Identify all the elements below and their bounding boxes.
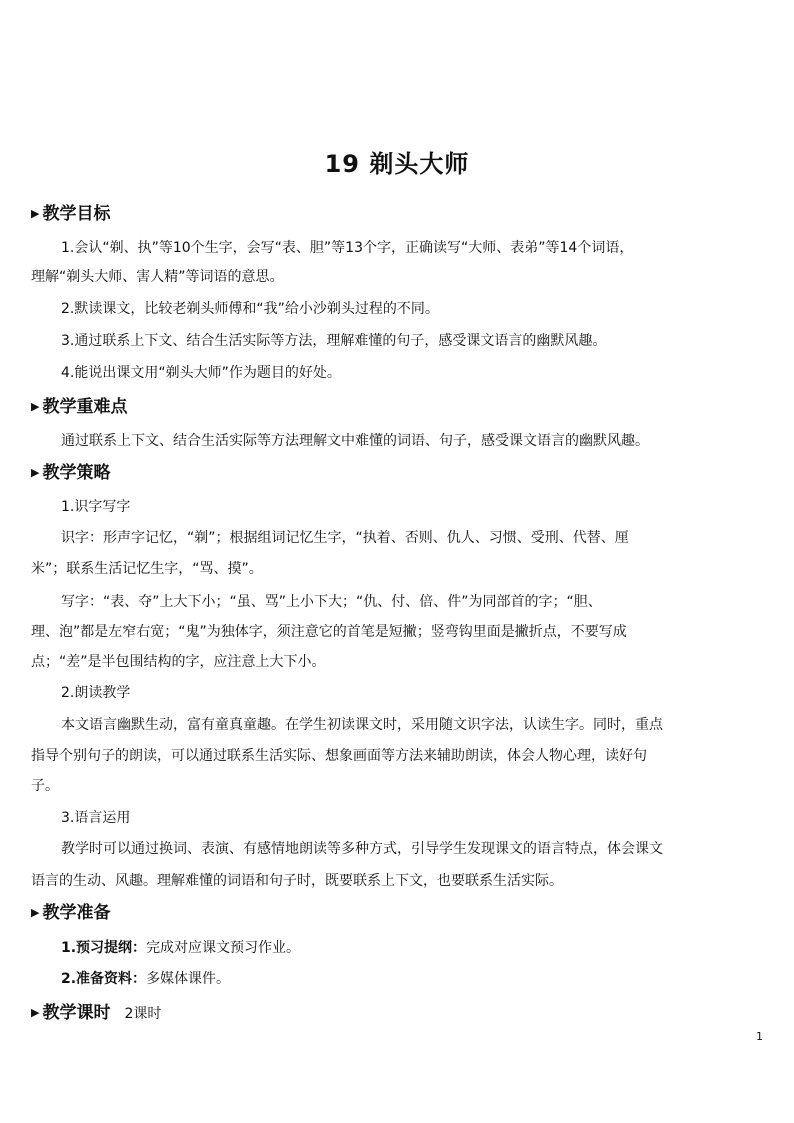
key-points-text: 通过联系上下文、结合生活实际等方法理解文中难懂的词语、句子，感受课文语言的幽默风趣。 (61, 433, 649, 449)
triangle-bullet-icon: ▶ (31, 906, 40, 919)
objective-line-3: 3.通过联系上下文、结合生活实际等方法，理解难懂的句子，感受课文语言的幽默风趣。 (61, 333, 607, 349)
section-key-points-heading: ▶ 教学重难点 (31, 397, 128, 417)
section-preparation-heading: ▶ 教学准备 (31, 903, 111, 923)
objective-line-2: 2.默读课文，比较老剃头师傅和“我”给小沙剃头过程的不同。 (61, 301, 439, 317)
objective-line-1-cont: 理解“剃头大师、害人精”等词语的意思。 (31, 269, 284, 285)
periods-value: 2课时 (124, 1006, 162, 1022)
section-periods-heading: ▶ 教学课时 2课时 (31, 1003, 162, 1023)
lesson-title: 19 剃头大师 (324, 150, 470, 178)
strategy-sub2-line: 子。 (31, 778, 59, 794)
strategy-sub2-line: 本文语言幽默生动，富有童真童趣。在学生初读课文时，采用随文识字法，认读生字。同时，重点 (61, 717, 663, 733)
preparation-item-1 (61, 938, 300, 958)
triangle-bullet-icon: ▶ (31, 466, 40, 479)
strategy-sub3-title: 3.语言运用 (61, 810, 131, 826)
triangle-bullet-icon: ▶ (31, 400, 40, 413)
strategy-sub1-line: 写字：“表、夺”上大下小；“虽、骂”上小下大；“仇、付、倍、件”为同部首的字；“胆、 (61, 594, 602, 610)
preparation-item-1-label: 1.预习提纲： (61, 940, 147, 956)
objective-line-4: 4.能说出课文用“剃头大师”作为题目的好处。 (61, 365, 341, 381)
strategy-sub2-line: 指导个别句子的朗读，可以通过联系生活实际、想象画面等方法来辅助朗读，体会人物心理，读好句 (31, 748, 647, 764)
page-number: 1 (756, 1030, 763, 1043)
preparation-item-1-text: 完成对应课文预习作业。 (146, 940, 301, 956)
preparation-item-2-text: 多媒体课件。 (146, 971, 231, 987)
triangle-bullet-icon: ▶ (31, 207, 40, 220)
strategy-sub3-line: 教学时可以通过换词、表演、有感情地朗读等多种方式，引导学生发现课文的语言特点，体会课文 (61, 841, 663, 857)
strategy-sub1-line: 识字：形声字记忆，“剃”；根据组词记忆生字，“执着、否则、仇人、习惯、受刑、代替、厘 (61, 530, 629, 546)
objective-line-1: 1.会认“剃、执”等10个生字，会写“表、胆”等13个字，正确读写“大师、表弟”等14个词语， (61, 240, 634, 256)
strategy-sub1-line: 米”；联系生活记忆生字，“骂、摸”。 (31, 561, 263, 577)
preparation-item-2 (61, 969, 230, 989)
strategy-sub1-line: 理、泡”都是左窄右宽；“鬼”为独体字，须注意它的首笔是短撇；竖弯钩里面是撇折点，不要写成 (31, 624, 627, 640)
strategy-sub1-title: 1.识字写字 (61, 499, 131, 515)
preparation-item-2-label: 2.准备资料： (61, 971, 147, 987)
triangle-bullet-icon: ▶ (31, 1006, 40, 1019)
strategy-sub1-line: 点；“差”是半包围结构的字，应注意上大下小。 (31, 654, 326, 670)
section-strategy-heading: ▶ 教学策略 (31, 463, 111, 483)
strategy-sub3-line: 语言的生动、风趣。理解难懂的词语和句子时，既要联系上下文，也要联系生活实际。 (31, 873, 563, 889)
strategy-sub2-title: 2.朗读教学 (61, 685, 131, 701)
section-objectives-heading: ▶ 教学目标 (31, 204, 111, 224)
